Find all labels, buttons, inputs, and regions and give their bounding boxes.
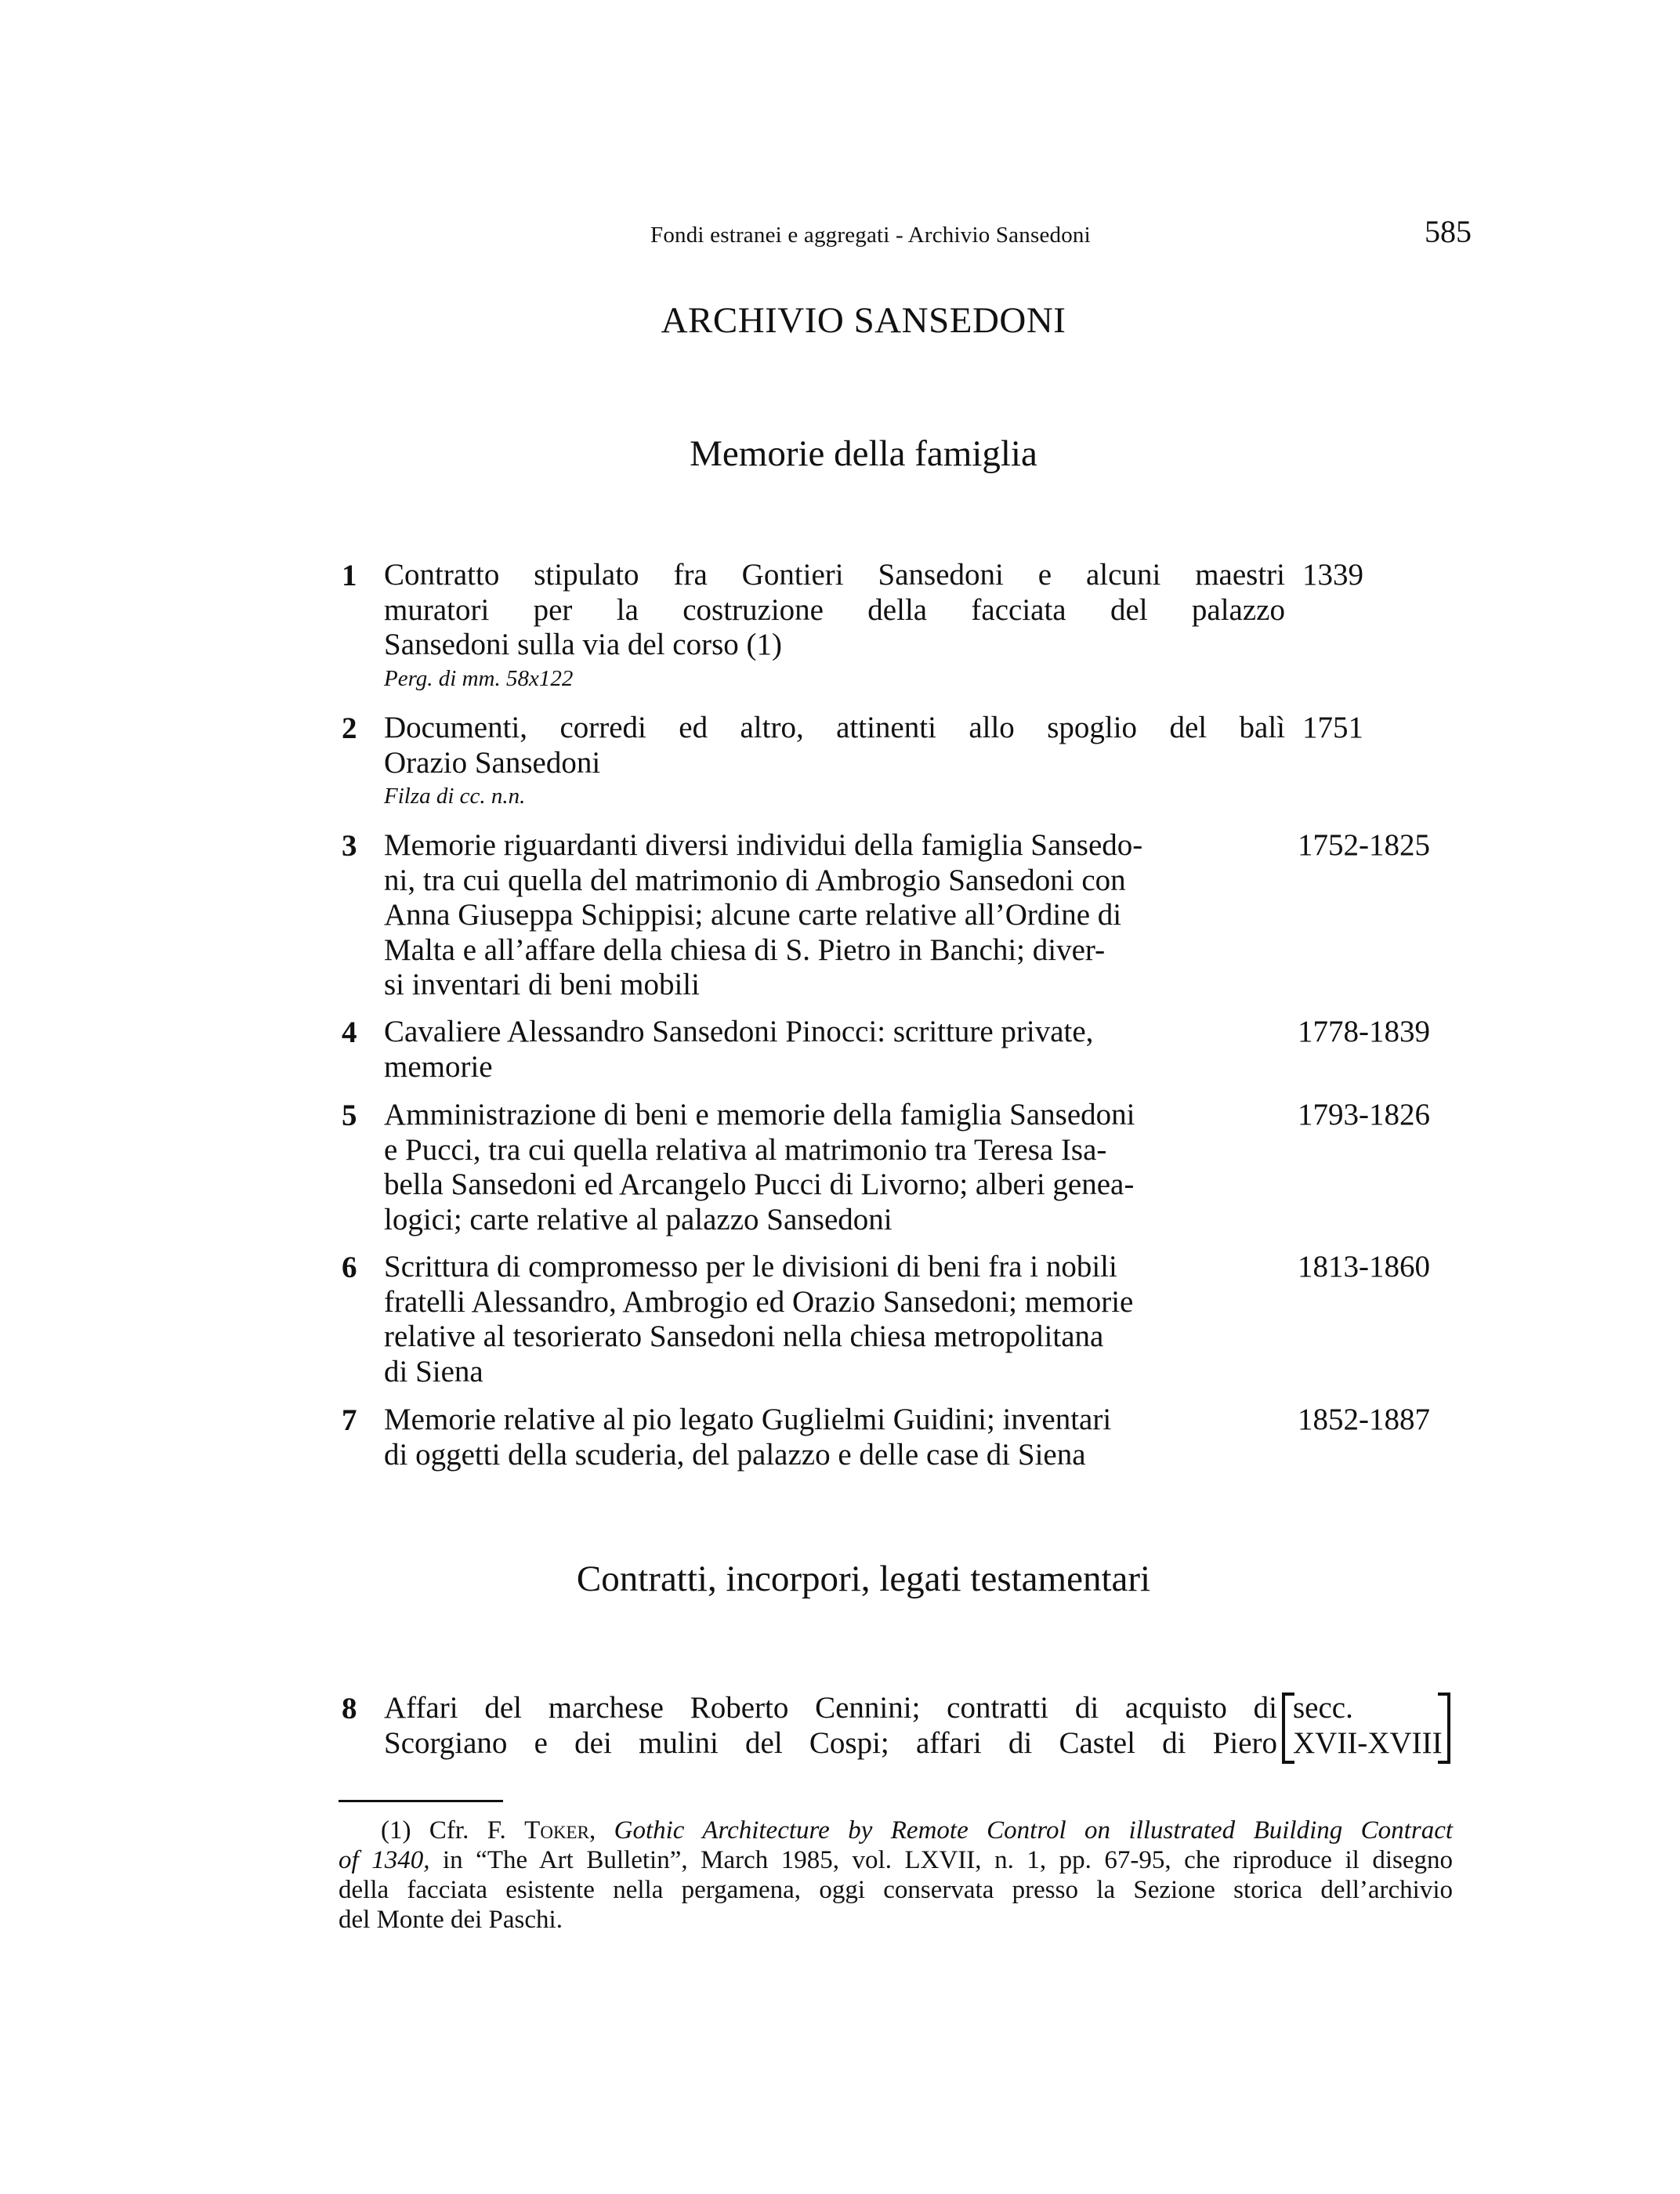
entry-description: Scrittura di compromesso per le divisioni di beni fra i nobili fratelli Alessandro, Ambrogio ed Orazio Sansedoni; memorie relative al tesorierato Sansedoni nella chiesa metropolitana di Siena (384, 1250, 1134, 1388)
entry-date-bracketed (1282, 1691, 1450, 1761)
entry-number: 5 (342, 1099, 357, 1132)
entry-description: Amministrazione di beni e memorie della famiglia Sansedoni e Pucci, tra cui quella relativa al matrimonio tra Teresa Isa- bella Sansedoni ed Arcangelo Pucci di Livorno; alberi genea- logici; carte relative al palazzo Sansedoni (384, 1098, 1135, 1236)
page-title: ARCHIVIO SANSEDONI (661, 300, 1066, 341)
bracket-box: secc. XVII-XVIII (1282, 1691, 1450, 1761)
entry-date: 1852-1887 (1298, 1403, 1430, 1436)
footnote-work-title: Gothic Architecture by Remote Control on illustrated Building Contract (614, 1816, 1454, 1845)
entry-date: 1339 (1302, 558, 1363, 592)
section-title-contratti: Contratti, incorpori, legati testamentari (576, 1559, 1151, 1599)
page-number: 585 (1425, 214, 1472, 249)
entry-physical-note: Perg. di mm. 58x122 (384, 665, 574, 691)
entry-physical-note: Filza di cc. n.n. (384, 784, 526, 809)
entry-number: 7 (342, 1403, 357, 1437)
section-title-memorie: Memorie della famiglia (690, 433, 1037, 474)
entry-date: 1752-1825 (1298, 828, 1430, 862)
entry-description: Affari del marchese Roberto Cennini; contratti di acquisto di Scorgiano e dei mulini del Cospi; affari di Castel di Piero (384, 1691, 1277, 1760)
entry-description: Memorie riguardanti diversi individui della famiglia Sansedo- ni, tra cui quella del matrimonio di Ambrogio Sansedoni con Anna Giuseppa Schippisi; alcune carte relative all’Ordine di Malta e all’affare della chiesa di S. Pietro in Banchi; diver- si inventari di beni mobili (384, 828, 1143, 1001)
footnote: (1) Cfr. F. Toker, Gothic Architecture by Remote Control on illustrated Building Contract of 1340, in “The Art Bulletin”, March 1985, vol. LXVII, n. 1, pp. 67-95, che riproduce il disegno della facciata esistente nella pergamena, oggi conservata presso la Sezione storica dell’archivio del Monte dei Paschi. (339, 1816, 1454, 1934)
entry-number: 3 (342, 829, 357, 863)
footnote-author: Toker (524, 1816, 589, 1845)
running-header: Fondi estranei e aggregati - Archivio Sansedoni (650, 223, 1091, 248)
entry-date: 1778-1839 (1298, 1015, 1430, 1048)
entry-date: 1813-1860 (1298, 1250, 1430, 1283)
entry-number: 6 (342, 1251, 357, 1284)
entry-description: Memorie relative al pio legato Guglielmi Guidini; inventari di oggetti della scuderia, del palazzo e delle case di Siena (384, 1403, 1112, 1472)
entry-number: 8 (342, 1692, 357, 1725)
entry-description: Contratto stipulato fra Gontieri Sansedoni e alcuni maestri muratori per la costruzione della facciata del palazzo Sansedoni sulla via del corso (1) Perg. di mm. 58x122 (384, 558, 1285, 694)
entry-description: Cavaliere Alessandro Sansedoni Pinocci: scritture private, memorie (384, 1015, 1094, 1084)
entry-number: 4 (342, 1016, 357, 1049)
entry-number: 2 (342, 711, 357, 745)
entry-date: 1751 (1302, 711, 1363, 744)
entry-date: 1793-1826 (1298, 1098, 1430, 1131)
entry-number: 1 (342, 559, 357, 592)
entry-description: Documenti, corredi ed altro, attinenti allo spoglio del balì Orazio Sansedoni Filza di cc. n.n. (384, 711, 1285, 812)
footnote-divider (339, 1800, 503, 1802)
